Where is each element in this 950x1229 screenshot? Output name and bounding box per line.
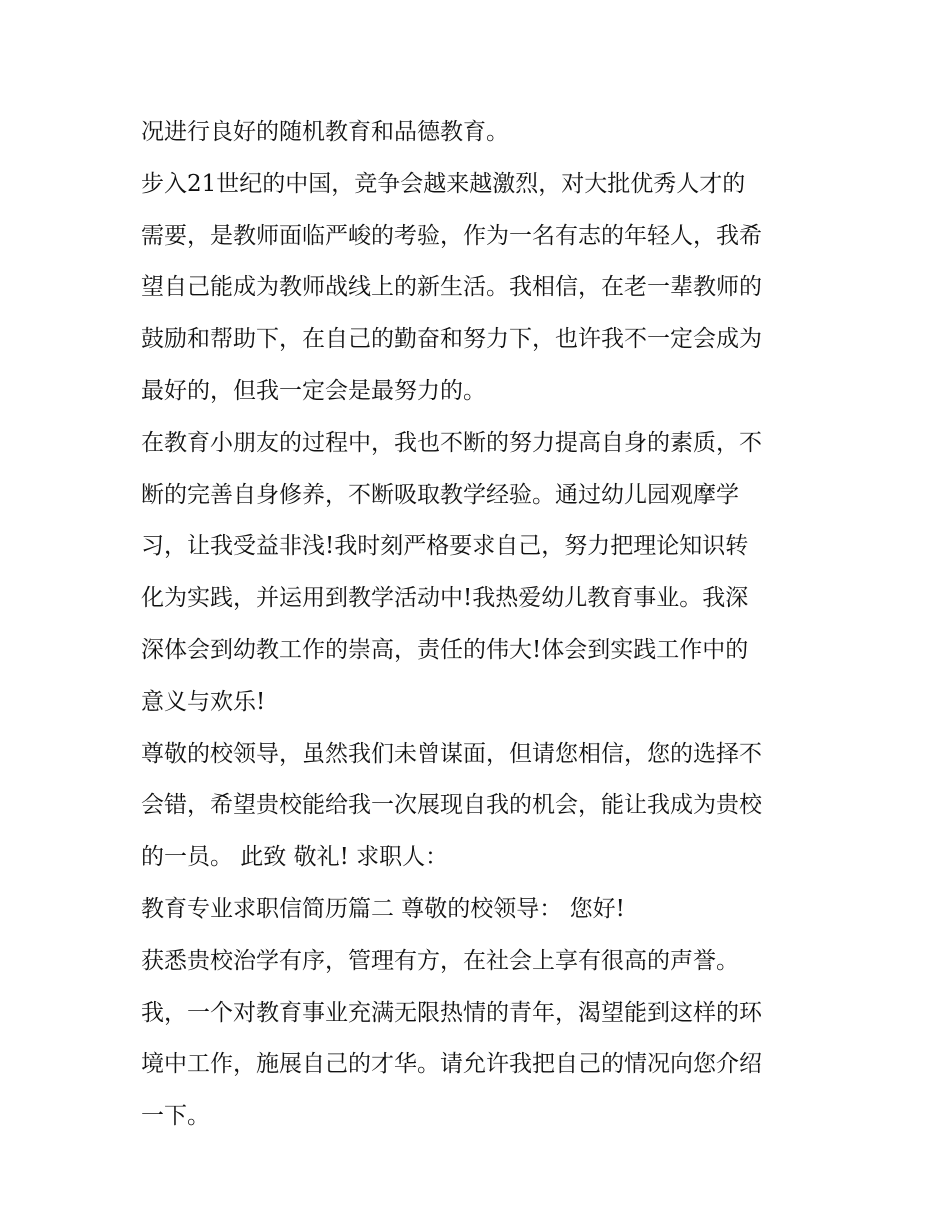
text-line: 况进行良好的随机教育和品德教育。 bbox=[141, 119, 509, 145]
text-line: 意义与欢乐! bbox=[141, 688, 266, 715]
text-line: 会错，希望贵校能给我一次展现自我的机会，能让我成为贵校 bbox=[141, 792, 762, 819]
text-line: 习，让我受益非浅!我时刻严格要求自己，努力把理论知识转 bbox=[141, 533, 749, 560]
text-line: 最好的，但我一定会是最努力的。 bbox=[141, 377, 486, 404]
text-line: 化为实践，并运用到教学活动中!我热爱幼儿教育事业。我深 bbox=[141, 585, 749, 612]
text-line: 我，一个对教育事业充满无限热情的青年，渴望能到这样的环 bbox=[141, 999, 762, 1026]
text-line: 获悉贵校治学有序，管理有方，在社会上享有很高的声誉。 bbox=[141, 947, 739, 974]
text-line: 尊敬的校领导，虽然我们未曾谋面，但请您相信，您的选择不 bbox=[141, 740, 762, 767]
text-line: 境中工作，施展自己的才华。请允许我把自己的情况向您介绍 bbox=[141, 1051, 762, 1078]
text-line: 深体会到幼教工作的崇高，责任的伟大!体会到实践工作中的 bbox=[141, 636, 749, 663]
text-line: 步入21世纪的中国，竞争会越来越激烈，对大批优秀人才的 bbox=[141, 170, 746, 197]
text-line: 一下。 bbox=[141, 1103, 210, 1130]
text-line: 望自己能成为教师战线上的新生活。我相信，在老一辈教师的 bbox=[141, 274, 762, 301]
text-line: 的一员。 此致 敬礼! 求职人： bbox=[141, 844, 449, 871]
document-body bbox=[141, 107, 821, 1143]
text-line: 鼓励和帮助下，在自己的勤奋和努力下，也许我不一定会成为 bbox=[141, 326, 762, 353]
text-line: 断的完善自身修养，不断吸取教学经验。通过幼儿园观摩学 bbox=[141, 481, 739, 508]
text-line: 教育专业求职信简历篇二 尊敬的校领导： 您好! bbox=[141, 895, 625, 922]
text-line: 需要，是教师面临严峻的考验，作为一名有志的年轻人，我希 bbox=[141, 222, 762, 249]
text-line: 在教育小朋友的过程中，我也不断的努力提高自身的素质，不 bbox=[141, 429, 762, 456]
